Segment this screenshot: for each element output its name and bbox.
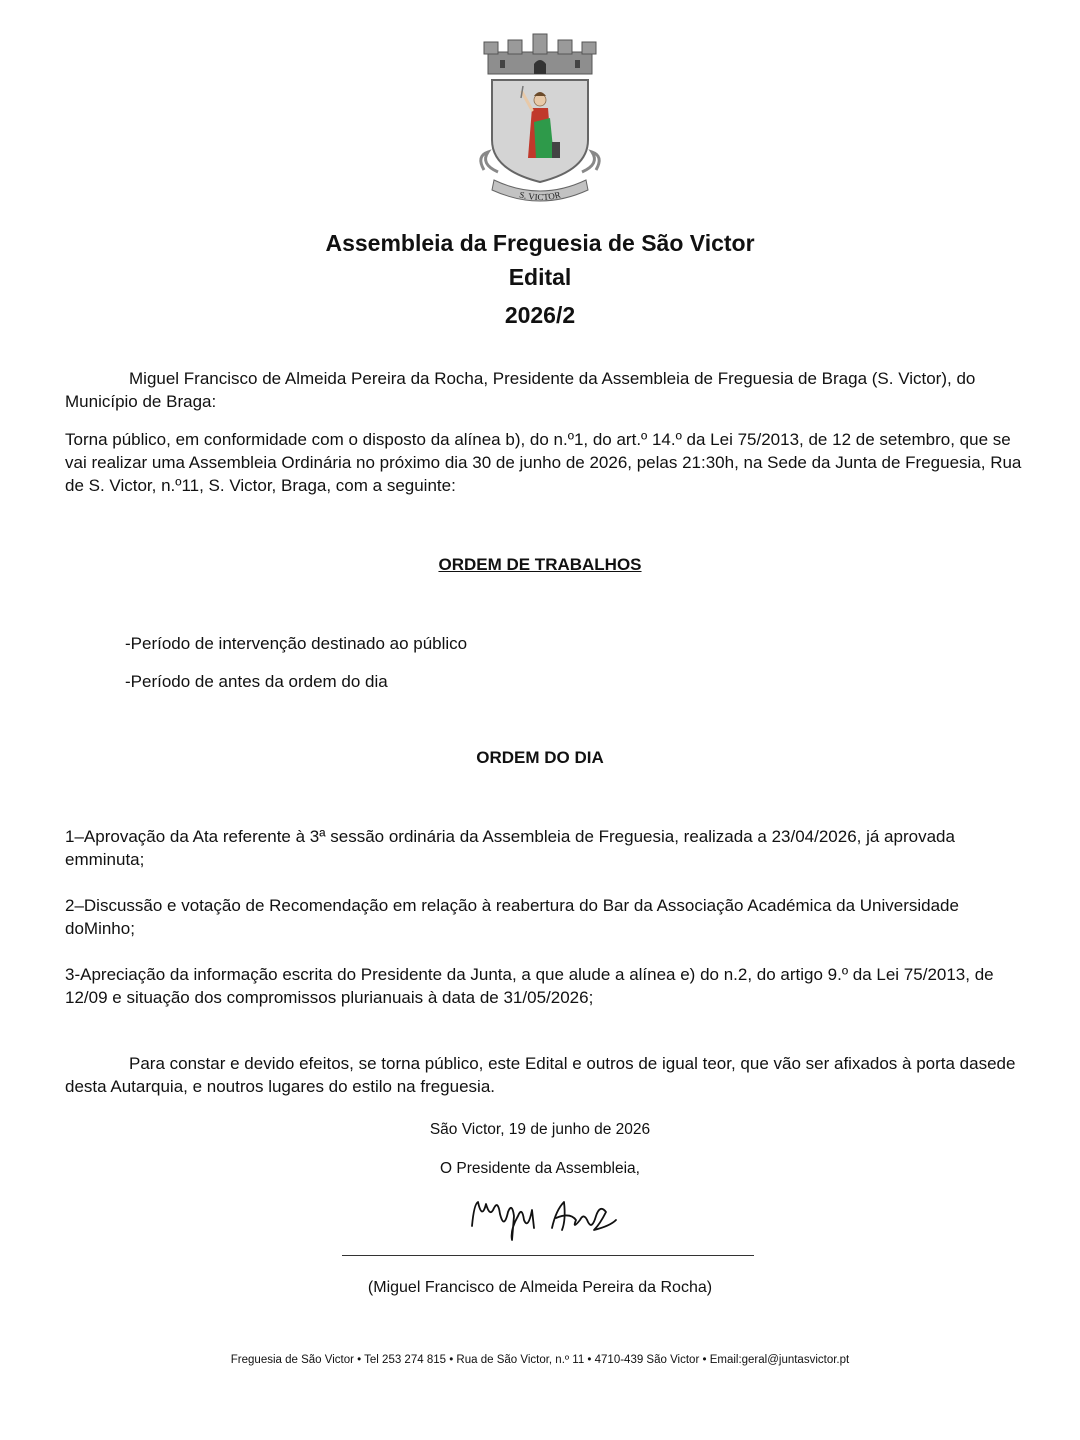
trabalhos-item: -Período de intervenção destinado ao público [125, 634, 468, 653]
mural-crown [484, 34, 596, 74]
intro-announcement-paragraph: Torna público, em conformidade com o disposto da alínea b), do n.º1, do art.º 14.º da Lei 75/2013, de 12 de setembro, que se vai realizar uma Assembleia Ordinária no próximo dia 30 de junho de 2026, pelas 21:30h, na Sede da Junta de Freguesia, Rua de S. Victor, n.º11, S. Victor, Braga, com a seguinte: [65, 430, 1022, 495]
document-title-block [0, 226, 1080, 332]
signatory-name: (Miguel Francisco de Almeida Pereira da Rocha) [367, 1279, 713, 1296]
handwritten-signature [460, 1190, 640, 1250]
closing-paragraph: Para constar e devido efeitos, se torna público, este Edital e outros de igual teor, que vão ser afixados à porta dasede desta Autarquia, e noutros lugares do estilo na freguesia. [65, 1054, 1016, 1096]
assembly-title: Assembleia da Freguesia de São Victor [325, 230, 755, 256]
ordem-dia-item-1: 1–Aprovação da Ata referente à 3ª sessão ordinária da Assembleia de Freguesia, realizada a 23/04/2026, já aprovada emminuta; [65, 827, 955, 869]
signature-line [342, 1255, 754, 1256]
ordem-trabalhos-heading: ORDEM DE TRABALHOS [438, 555, 642, 574]
signatory-role: O Presidente da Assembleia, [440, 1160, 640, 1177]
edital-number: 2026/2 [504, 302, 576, 328]
footer-contact: Freguesia de São Victor • Tel 253 274 815 • Rua de São Victor, n.º 11 • 4710-439 São Victor • Email:geral@juntasvictor.pt [230, 1354, 850, 1366]
coat-of-arms-logo [470, 30, 610, 206]
crest-banner-text: S. VICTOR [518, 189, 562, 203]
place-and-date: São Victor, 19 de junho de 2026 [429, 1121, 651, 1138]
trabalhos-item: -Período de antes da ordem do dia [125, 672, 388, 691]
intro-presenter-paragraph: Miguel Francisco de Almeida Pereira da Rocha, Presidente da Assembleia de Freguesia de Braga (S. Victor), do Município de Braga: [65, 369, 976, 411]
ordem-dia-item-2: 2–Discussão e votação de Recomendação em relação à reabertura do Bar da Associação Académica da Universidade doMinho; [65, 896, 959, 938]
edital-label: Edital [508, 264, 572, 290]
ordem-dia-heading: ORDEM DO DIA [476, 748, 604, 767]
ordem-dia-item-3: 3-Apreciação da informação escrita do Presidente da Junta, a que alude a alínea e) do n.2, do artigo 9.º da Lei 75/2013, de 12/09 e situação dos compromissos plurianuais à data de 31/05/2026; [65, 965, 994, 1007]
